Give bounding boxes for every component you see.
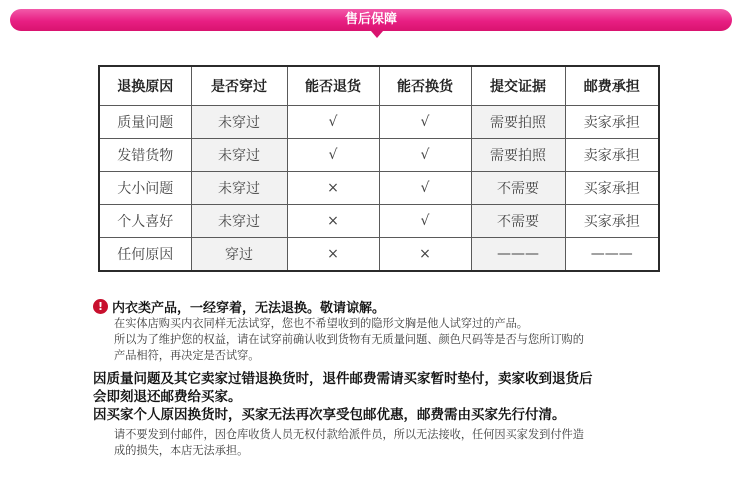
cell-worn: 未穿过 [191, 138, 287, 171]
cell-reason: 个人喜好 [99, 205, 191, 238]
cell-evidence: 不需要 [471, 171, 565, 204]
cell-return: √ [287, 138, 379, 171]
note-line: 在实体店购买内衣同样无法试穿，您也不希望收到的隐形文胸是他人试穿过的产品。 [114, 317, 528, 330]
after-sales-notes [93, 296, 693, 459]
table-row [99, 138, 659, 171]
tail-note-line: 成的损失，本店无法承担。 [114, 444, 249, 457]
cell-shipping: 买家承担 [565, 171, 659, 204]
table-header-row [99, 66, 659, 105]
section-banner [10, 9, 732, 31]
bold-note-line: 因买家个人原因换货时，买家无法再次享受包邮优惠，邮费需由买家先行付清。 [93, 407, 566, 423]
cell-return: × [287, 171, 379, 204]
exclamation-icon: ! [93, 299, 108, 314]
return-policy-table [98, 65, 660, 272]
cell-return: √ [287, 105, 379, 138]
note-line: 所以为了维护您的权益，请在试穿前确认收到货物有无质量问题、颜色尺码等是否与您所订购的 [114, 333, 584, 346]
cell-exchange: × [379, 238, 471, 271]
tail-note-line: 请不要发到付邮件，因仓库收货人员无权付款给派件员，所以无法接收，任何因买家发到付件造 [114, 428, 584, 441]
cell-shipping: ——— [565, 238, 659, 271]
cell-exchange: √ [379, 171, 471, 204]
header-return: 能否退货 [287, 66, 379, 105]
cell-worn: 未穿过 [191, 171, 287, 204]
cell-return: × [287, 205, 379, 238]
cell-return: × [287, 238, 379, 271]
table-row [99, 171, 659, 204]
cell-evidence: 需要拍照 [471, 138, 565, 171]
cell-worn: 穿过 [191, 238, 287, 271]
cell-evidence: 需要拍照 [471, 105, 565, 138]
header-worn: 是否穿过 [191, 66, 287, 105]
table-row [99, 238, 659, 271]
header-evidence: 提交证据 [471, 66, 565, 105]
cell-exchange: √ [379, 105, 471, 138]
header-shipping: 邮费承担 [565, 66, 659, 105]
cell-shipping: 买家承担 [565, 205, 659, 238]
cell-shipping: 卖家承担 [565, 105, 659, 138]
cell-worn: 未穿过 [191, 205, 287, 238]
table-row [99, 205, 659, 238]
cell-shipping: 卖家承担 [565, 138, 659, 171]
cell-reason: 任何原因 [99, 238, 191, 271]
notice-text: 内衣类产品，一经穿着，无法退换。敬请谅解。 [112, 300, 386, 316]
banner-title: 售后保障 [344, 12, 397, 27]
table-row [99, 105, 659, 138]
cell-exchange: √ [379, 138, 471, 171]
notice-line [93, 296, 693, 316]
cell-reason: 质量问题 [99, 105, 191, 138]
cell-reason: 大小问题 [99, 171, 191, 204]
cell-evidence: ——— [471, 238, 565, 271]
cell-exchange: √ [379, 205, 471, 238]
cell-evidence: 不需要 [471, 205, 565, 238]
cell-worn: 未穿过 [191, 105, 287, 138]
bold-note-line: 会即刻退还邮费给买家。 [93, 389, 242, 405]
banner-pointer [371, 31, 383, 38]
cell-reason: 发错货物 [99, 138, 191, 171]
header-exchange: 能否换货 [379, 66, 471, 105]
bold-note-line: 因质量问题及其它卖家过错退换货时，退件邮费需请买家暂时垫付，卖家收到退货后 [93, 371, 593, 387]
note-line: 产品相符，再决定是否试穿。 [114, 349, 260, 362]
header-reason: 退换原因 [99, 66, 191, 105]
